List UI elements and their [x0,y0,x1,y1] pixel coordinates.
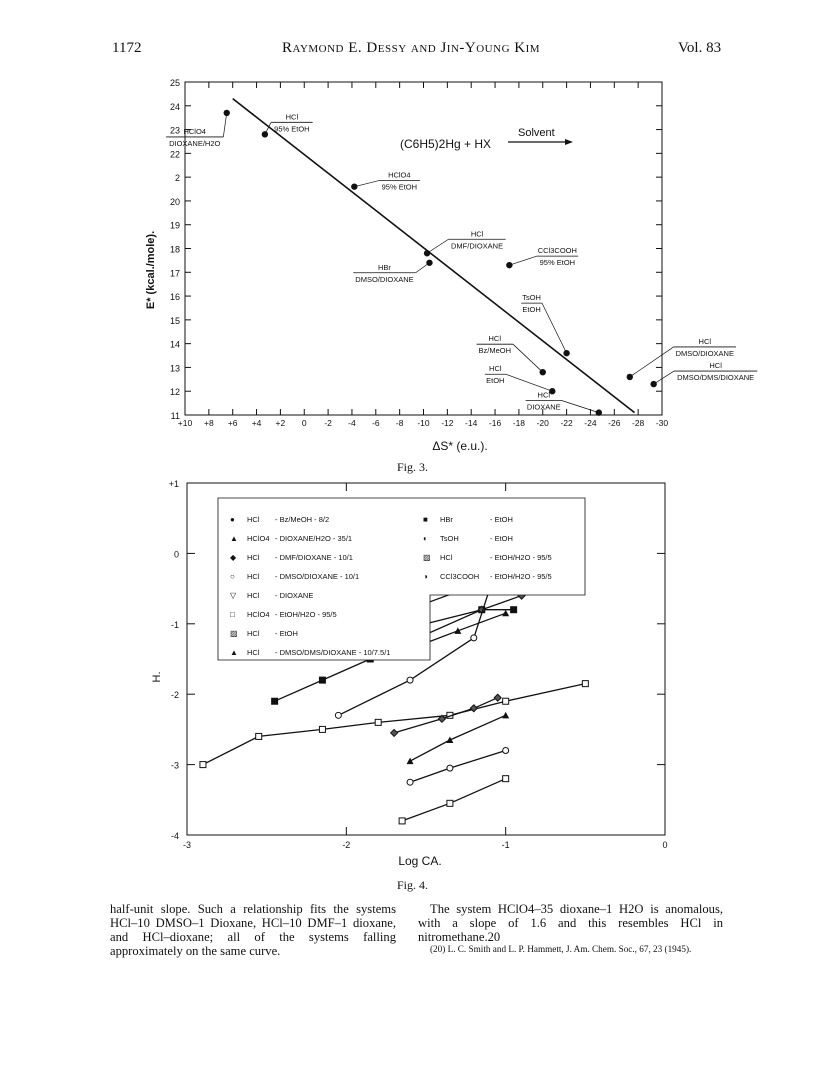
fig4-ytick-label: 0 [173,549,179,560]
fig4-legend-symbol: ◑ [423,572,428,581]
fig4-legend-solvent: - EtOH [490,534,513,543]
fig4-legend-acid: HCl [247,591,260,600]
fig3-xtick-label: -24 [584,418,597,428]
fig3-leader-line [542,303,567,353]
fig3-xtick-label: -2 [324,418,332,428]
fig4-legend-acid: HCl [247,629,260,638]
fig3-leader-line [630,347,674,377]
fig4-legend-symbol: □ [230,610,235,619]
fig4-xtick-label: -3 [182,840,192,850]
fig4-legend-acid: HCl [247,648,260,657]
fig3-point-label [509,246,578,267]
fig3-ytick-label: 19 [169,220,180,231]
figure-4 [140,480,680,875]
fig3-ytick-label: 15 [169,315,180,326]
fig3-arrowhead [565,139,573,145]
fig3-label-acid: HCl [488,334,501,344]
fig4-legend-symbol: ▲ [230,534,238,543]
figure-3-plot [166,78,757,428]
fig4-data-point [446,736,453,743]
left-paragraph: half-unit slope. Such a relationship fits the systems HCl–10 DMSO–1 Dioxane, HCl–10 DMF–1 dioxane, and HCl–dioxane; all of the systems falling approximately on the same curve. [110,902,396,958]
fig3-ylabel: E* (kcal./mole). [145,230,157,310]
fig3-xlabel: ΔS* (e.u.). [432,439,488,453]
right-paragraph: The system HClO4–35 dioxane–1 H2O is anomalous, with a slope of 1.6 and this resembles HCl in nitromethane.20 [418,902,723,944]
fig3-label-acid: HCl [698,336,712,346]
fig4-legend-symbol: ○ [230,572,235,581]
fig3-label-acid: HCl [537,390,551,400]
fig4-legend-symbol: ◐ [423,534,428,543]
fig3-xtick-label: -6 [372,418,380,428]
fig4-data-point [447,765,453,771]
fig3-data-point [506,262,512,268]
fig4-legend-symbol: ● [230,515,235,524]
fig4-legend-acid: HCl [247,553,260,562]
fig4-data-point [471,635,477,641]
fig3-xtick-label: -12 [441,418,454,428]
fig4-data-point [200,762,206,768]
figure-3 [140,75,755,460]
fig3-ytick-label: 2 [174,173,180,184]
fig4-legend-symbol: ▨ [230,629,238,638]
fig4-data-point [502,610,509,617]
fig3-label-solvent: EtOH [522,305,541,315]
fig3-point-label [427,229,506,253]
fig4-xlabel: Log CA. [398,854,442,868]
fig3-xtick-label: -30 [655,418,669,428]
fig3-label-solvent: DMSO/DIOXANE [675,348,734,358]
fig3-point-label [485,364,552,391]
fig4-legend-solvent: - EtOH [275,629,298,638]
fig3-label-acid: HCl [470,229,484,239]
fig3-label-acid: HCl [709,361,722,371]
fig4-legend-solvent: - EtOH/H2O - 95/5 [490,553,552,562]
fig3-ytick-label: 17 [169,268,180,279]
fig4-legend-solvent: - EtOH/H2O - 95/5 [275,610,337,619]
fig3-leader-line [354,181,378,187]
fig3-xtick-label: -18 [512,418,526,428]
fig3-label-acid: CCl3COOH [537,246,577,256]
fig4-legend-acid: CCl3COOH [440,572,480,581]
fig4-data-point [391,729,398,736]
fig4-legend-solvent: - DIOXANE/H2O - 35/1 [275,534,353,543]
fig4-legend-acid: TsOH [440,534,459,543]
fig3-xtick-label: -28 [632,418,645,428]
fig4-legend-acid: HClO4 [247,610,270,619]
fig3-xtick-label: -20 [536,418,549,428]
fig3-ytick-label: 20 [169,196,180,207]
fig3-label-solvent: DMF/DIOXANE [451,241,504,251]
fig3-xtick-label: +10 [177,418,193,428]
page-number: 1172 [112,40,142,56]
fig3-label-solvent: 95% EtOH [274,124,310,134]
fig4-series-line [410,715,506,761]
fig4-data-point [256,733,262,739]
fig4-legend [218,498,585,660]
fig3-ytick-label: 12 [169,387,180,398]
fig3-leader-line [509,256,536,265]
fig4-legend-solvent: - DMSO/DMS/DIOXANE - 10/7.5/1 [275,648,391,657]
fig3-xtick-label: +4 [251,418,262,428]
volume-label: Vol. 83 [678,40,722,56]
fig3-solvent-label: Solvent [518,127,555,139]
fig4-ytick-label: -3 [170,760,179,771]
fig4-legend-acid: HCl [247,515,260,524]
fig3-point-label [477,334,543,372]
fig4-legend-acid: HCl [440,553,453,562]
fig3-label-acid: HCl [489,364,502,374]
fig4-series-line [410,751,506,783]
fig4-legend-solvent: - DMSO/DIOXANE - 10/1 [275,572,360,581]
fig3-leader-line [654,371,674,384]
running-title: Raymond E. Dessy and Jin-Young Kim [282,40,541,56]
fig3-xtick-label: 0 [301,418,307,428]
fig3-ytick-label: 18 [169,244,180,255]
fig4-legend-solvent: - EtOH/H2O - 95/5 [490,572,552,581]
fig4-data-point [447,800,453,806]
fig4-ytick-label: -1 [170,619,179,630]
fig3-ytick-label: 16 [169,292,180,303]
fig4-data-point [503,776,509,782]
fig3-xtick-label: +8 [203,418,214,428]
fig3-label-solvent: EtOH [486,376,505,386]
fig3-ytick-label: 24 [169,101,180,112]
fig3-xtick-label: -8 [395,418,404,428]
fig4-xtick-label: -2 [342,840,351,850]
fig4-legend-solvent: - DIOXANE [275,591,314,600]
fig4-data-point [407,779,413,785]
fig3-xtick-label: -22 [560,418,573,428]
fig4-legend-acid: HClO4 [247,534,270,543]
fig3-point-label [353,263,429,284]
fig3-label-solvent: DMSO/DMS/DIOXANE [677,373,755,383]
fig3-xtick-label: -14 [465,418,478,428]
fig3-point-label [354,171,420,192]
fig3-point-label [526,391,599,413]
fig3-xtick-label: -16 [488,418,502,428]
fig3-leader-line [427,239,448,253]
fig3-label-acid: HClO4 [183,126,206,136]
fig4-series-line [402,779,506,821]
fig3-label-acid: HCl [285,112,299,122]
fig3-leader-line [416,263,430,273]
fig4-xtick-label: 0 [662,840,668,850]
fig3-label-solvent: DIOXANE [526,402,561,412]
fig4-series-line [203,684,585,765]
fig4-ytick-label: -2 [170,690,179,701]
fig3-leader-line [223,113,226,137]
fig4-legend-acid: HCl [247,572,260,581]
fig3-label-acid: HClO4 [388,170,411,180]
fig4-data-point [319,726,325,732]
fig3-label-solvent: 95% EtOH [539,258,576,268]
fig4-data-point [375,719,381,725]
fig3-xtick-label: -10 [417,418,430,428]
fig4-data-point [503,748,509,754]
fig3-label-solvent: DIOXANE/H2O [169,138,221,148]
fig3-leader-line [506,374,553,391]
fig4-data-point [470,705,477,712]
fig3-xtick-label: -4 [348,418,356,428]
fig4-caption: Fig. 4. [397,878,429,892]
fig3-xtick-label: -26 [608,418,621,428]
fig4-data-point [511,607,517,613]
fig4-ylabel: H. [151,671,163,683]
fig4-legend-solvent: - Bz/MeOH - 8/2 [275,515,330,524]
fig3-label-acid: TsOH [522,293,541,303]
fig3-label-solvent: DMSO/DIOXANE [355,274,414,284]
fig3-ytick-label: 13 [169,363,180,374]
fig3-ytick-label: 22 [169,149,180,160]
fig3-reaction: (C6H5)2Hg + HX [400,137,492,151]
fig4-legend-acid: HBr [440,515,453,524]
fig3-point-label [654,361,758,384]
fig4-legend-symbol: ▨ [423,553,431,562]
fig4-legend-symbol: ▲ [230,648,238,657]
fig3-point-label [521,293,566,353]
fig4-xtick-label: -1 [501,840,510,850]
fig4-data-point [502,712,509,719]
fig4-data-point [503,698,509,704]
fig3-label-acid: HBr [378,262,391,272]
fig4-ytick-label: -4 [170,831,179,841]
fig3-xtick-label: +6 [227,418,238,428]
fig3-label-solvent: 95% EtOH [381,182,418,192]
fig4-legend-symbol: ◆ [230,553,237,562]
fig4-legend-solvent: - DMF/DIOXANE - 10/1 [275,553,353,562]
fig3-label-solvent: Bz/MeOH [478,346,512,356]
fig4-data-point [582,681,588,687]
fig4-ytick-label: +1 [168,479,179,489]
fig4-data-point [335,712,341,718]
fig4-data-point [407,677,413,683]
fig3-leader-line [562,401,599,413]
fig4-data-point [399,818,405,824]
fig4-legend-solvent: - EtOH [490,515,513,524]
fig4-data-point [407,758,414,765]
fig4-legend-symbol: ▽ [230,591,237,600]
fig3-ytick-label: 23 [169,125,180,136]
fig4-data-point [319,677,325,683]
figure-4-plot [169,479,668,850]
fig3-caption: Fig. 3. [397,460,429,474]
fig3-leader-line [513,344,543,372]
fig3-ytick-label: 25 [169,78,180,88]
fig4-data-point [272,698,278,704]
fig3-ytick-label: 14 [169,339,180,350]
fig4-data-point [494,694,501,701]
fig3-point-label [265,112,313,134]
fig4-legend-symbol: ■ [423,515,428,524]
fig3-xtick-label: +2 [275,418,286,428]
fig3-ytick-label: 11 [170,411,180,421]
footnote: (20) L. C. Smith and L. P. Hammett, J. Am. Chem. Soc., 67, 23 (1945). [430,944,692,954]
